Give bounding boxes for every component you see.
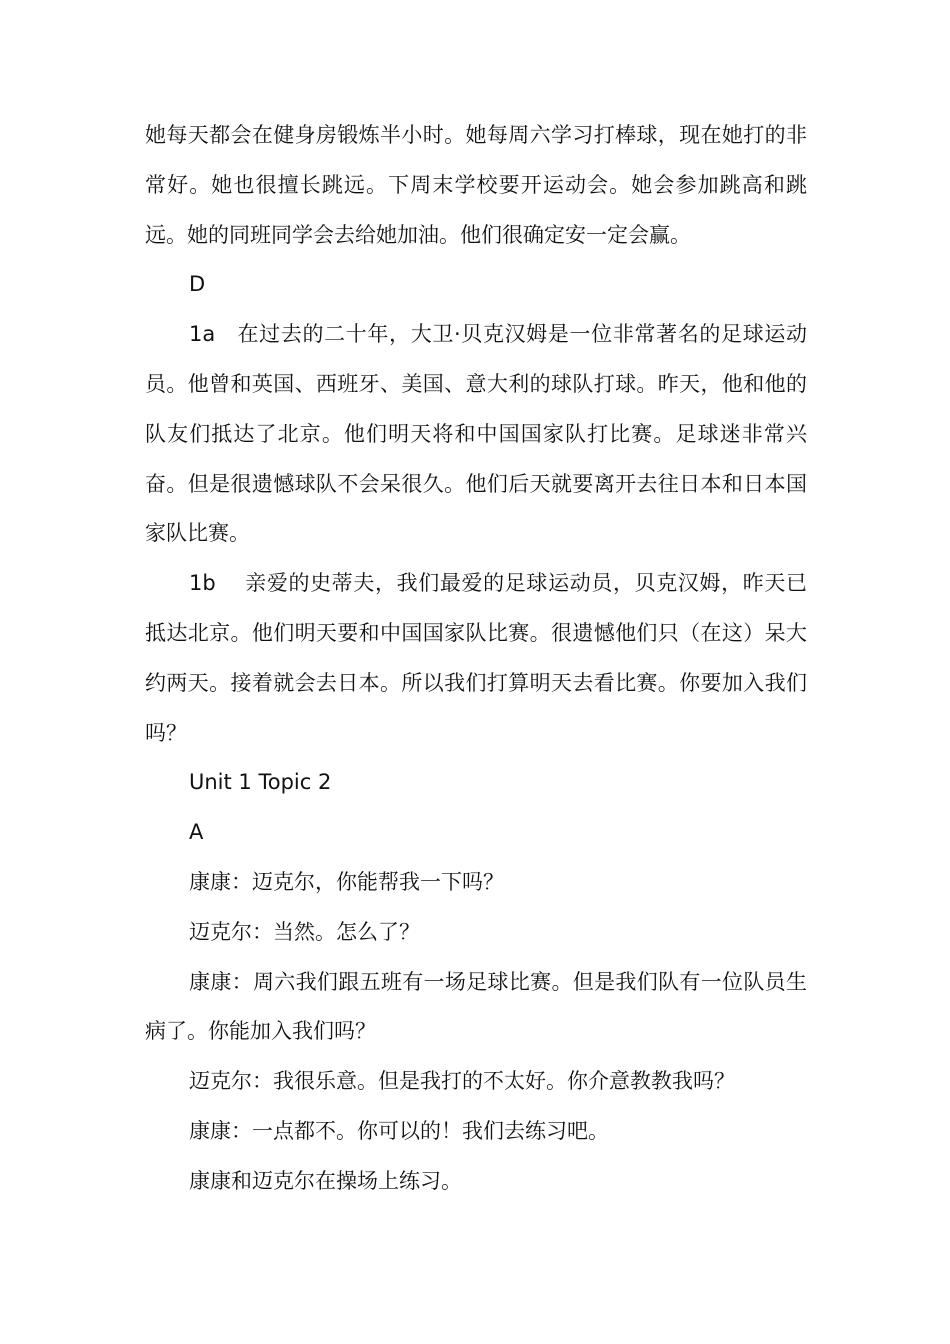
dialogue-line: 迈克尔：当然。怎么了？ [189, 919, 420, 944]
paragraph-1b-letter: 1b 亲爱的史蒂夫，我们最爱的足球运动员，贝克汉姆，昨天已抵达北京。他们明天要和中国国家队比赛。很遗憾他们只（在这）呆大约两天。接着就会去日本。所以我们打算明天去看比赛。你要加入我们吗？ [145, 571, 807, 745]
section-heading-d: D [189, 272, 206, 297]
unit-topic-heading: Unit 1 Topic 2 [189, 770, 332, 795]
dialogue-line: 康康：一点都不。你可以的！我们去练习吧。 [189, 1118, 609, 1143]
dialogue-line: 迈克尔：我很乐意。但是我打的不太好。你介意教教我吗？ [189, 1069, 735, 1094]
section-heading-a: A [189, 820, 204, 845]
dialogue-line: 康康：迈克尔，你能帮我一下吗？ [189, 869, 504, 894]
narration-line: 康康和迈克尔在操场上练习。 [189, 1168, 462, 1193]
dialogue-line: 康康：周六我们跟五班有一场足球比赛。但是我们队有一位队员生病了。你能加入我们吗？ [145, 969, 807, 1044]
document-page [145, 111, 807, 1207]
paragraph-1a-beckham: 1a 在过去的二十年，大卫·贝克汉姆是一位非常著名的足球运动员。他曾和英国、西班牙、美国、意大利的球队打球。昨天，他和他的队友们抵达了北京。他们明天将和中国国家队打比赛。足球迷非常兴奋。但是很遗憾球队不会呆很久。他们后天就要离开去往日本和日本国家队比赛。 [145, 322, 807, 546]
paragraph-anne-summary: 她每天都会在健身房锻炼半小时。她每周六学习打棒球，现在她打的非常好。她也很擅长跳远。下周末学校要开运动会。她会参加跳高和跳远。她的同班同学会去给她加油。他们很确定安一定会赢。 [145, 123, 807, 247]
